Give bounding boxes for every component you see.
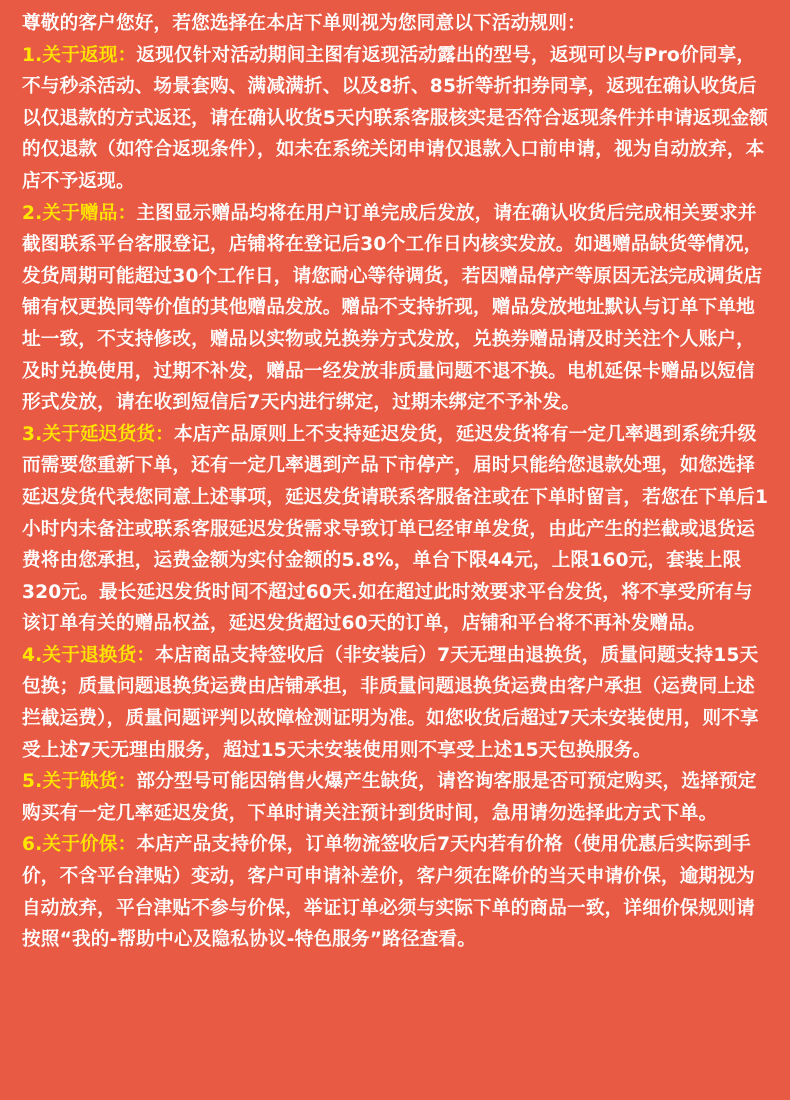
intro-text: 尊敬的客户您好，若您选择在本店下单则视为您同意以下活动规则： bbox=[22, 13, 586, 34]
section-body: 主图显示赠品均将在用户订单完成后发放，请在确认收货后完成相关要求并截图联系平台客服登记，店铺将在登记后30个工作日内核实发放。如遇赠品缺货等情况，发货周期可能超过30个工作日，请您耐心等待调货，若因赠品停产等原因无法完成调货店铺有权更换同等价值的其他赠品发放。赠品不支持折现，赠品发放地址默认与订单下单地址一致，不支持修改，赠品以实物或兑换券方式发放，兑换券赠品请及时关注个人账户，及时兑换使用，过期不补发，赠品一经发放非质量问题不退不换。电机延保卡赠品以短信形式发放，请在收到短信后7天内进行绑定，过期未绑定不予补发。 bbox=[22, 202, 763, 414]
section-body: 部分型号可能因销售火爆产生缺货，请咨询客服是否可预定购买，选择预定购买有一定几率延迟发货，下单时请关注预计到货时间，急用请勿选择此方式下单。 bbox=[22, 771, 757, 824]
section-out-of-stock bbox=[22, 766, 770, 829]
section-gifts bbox=[22, 198, 770, 419]
section-title: 5.关于缺货： bbox=[22, 771, 137, 793]
section-returns bbox=[22, 640, 770, 766]
section-body: 本店商品支持签收后（非安装后）7天无理由退换货，质量问题支持15天包换；质量问题退换货运费由店铺承担，非质量问题退换货运费由客户承担（运费同上述拦截运费），质量问题评判以故障检测证明为准。如您收货后超过7天未安装使用，则不享受上述7天无理由服务，超过15天未安装使用则不享受上述15天包换服务。 bbox=[22, 644, 759, 761]
section-title: 2.关于赠品： bbox=[22, 202, 137, 224]
section-body: 返现仅针对活动期间主图有返现活动露出的型号，返现可以与Pro价同享，不与秒杀活动、场景套购、满减满折、以及8折、85折等折扣券同享，返现在确认收货后以仅退款的方式返还，请在确认收货5天内联系客服核实是否符合返现条件并申请返现金额的仅退款（如符合返现条件），如未在系统关闭申请仅退款入口前申请，视为自动放弃，本店不予返现。 bbox=[22, 44, 769, 192]
section-title: 3.关于延迟货货： bbox=[22, 423, 174, 445]
section-title: 1.关于返现： bbox=[22, 44, 137, 66]
section-body: 本店产品原则上不支持延迟发货，延迟发货将有一定几率遇到系统升级而需要您重新下单，还有一定几率遇到产品下市停产，届时只能给您退款处理，如您选择延迟发货代表您同意上述事项，延迟发货请联系客服备注或在下单时留言，若您在下单后1小时内未备注或联系客服延迟发货需求导致订单已经审单发货，由此产生的拦截或退货运费将由您承担，运费金额为实付金额的5.8%，单台下限44元，上限160元，套装上限320元。最长延迟发货时间不超过60天.如在超过此时效要求平台发货，将不享受所有与该订单有关的赠品权益，延迟发货超过60天的订单，店铺和平台将不再补发赠品。 bbox=[22, 423, 769, 635]
section-body: 本店产品支持价保，订单物流签收后7天内若有价格（使用优惠后实际到手价，不含平台津贴）变动，客户可申请补差价，客户须在降价的当天申请价保，逾期视为自动放弃，平台津贴不参与价保，举证订单必须与实际下单的商品一致，详细价保规则请按照“我的-帮助中心及隐私协议-特色服务”路径查看。 bbox=[22, 834, 755, 951]
section-cashback bbox=[22, 40, 770, 198]
section-title: 4.关于退换货： bbox=[22, 644, 156, 666]
section-delayed-shipping bbox=[22, 419, 770, 640]
section-price-protection bbox=[22, 829, 770, 955]
section-title: 6.关于价保： bbox=[22, 834, 137, 856]
